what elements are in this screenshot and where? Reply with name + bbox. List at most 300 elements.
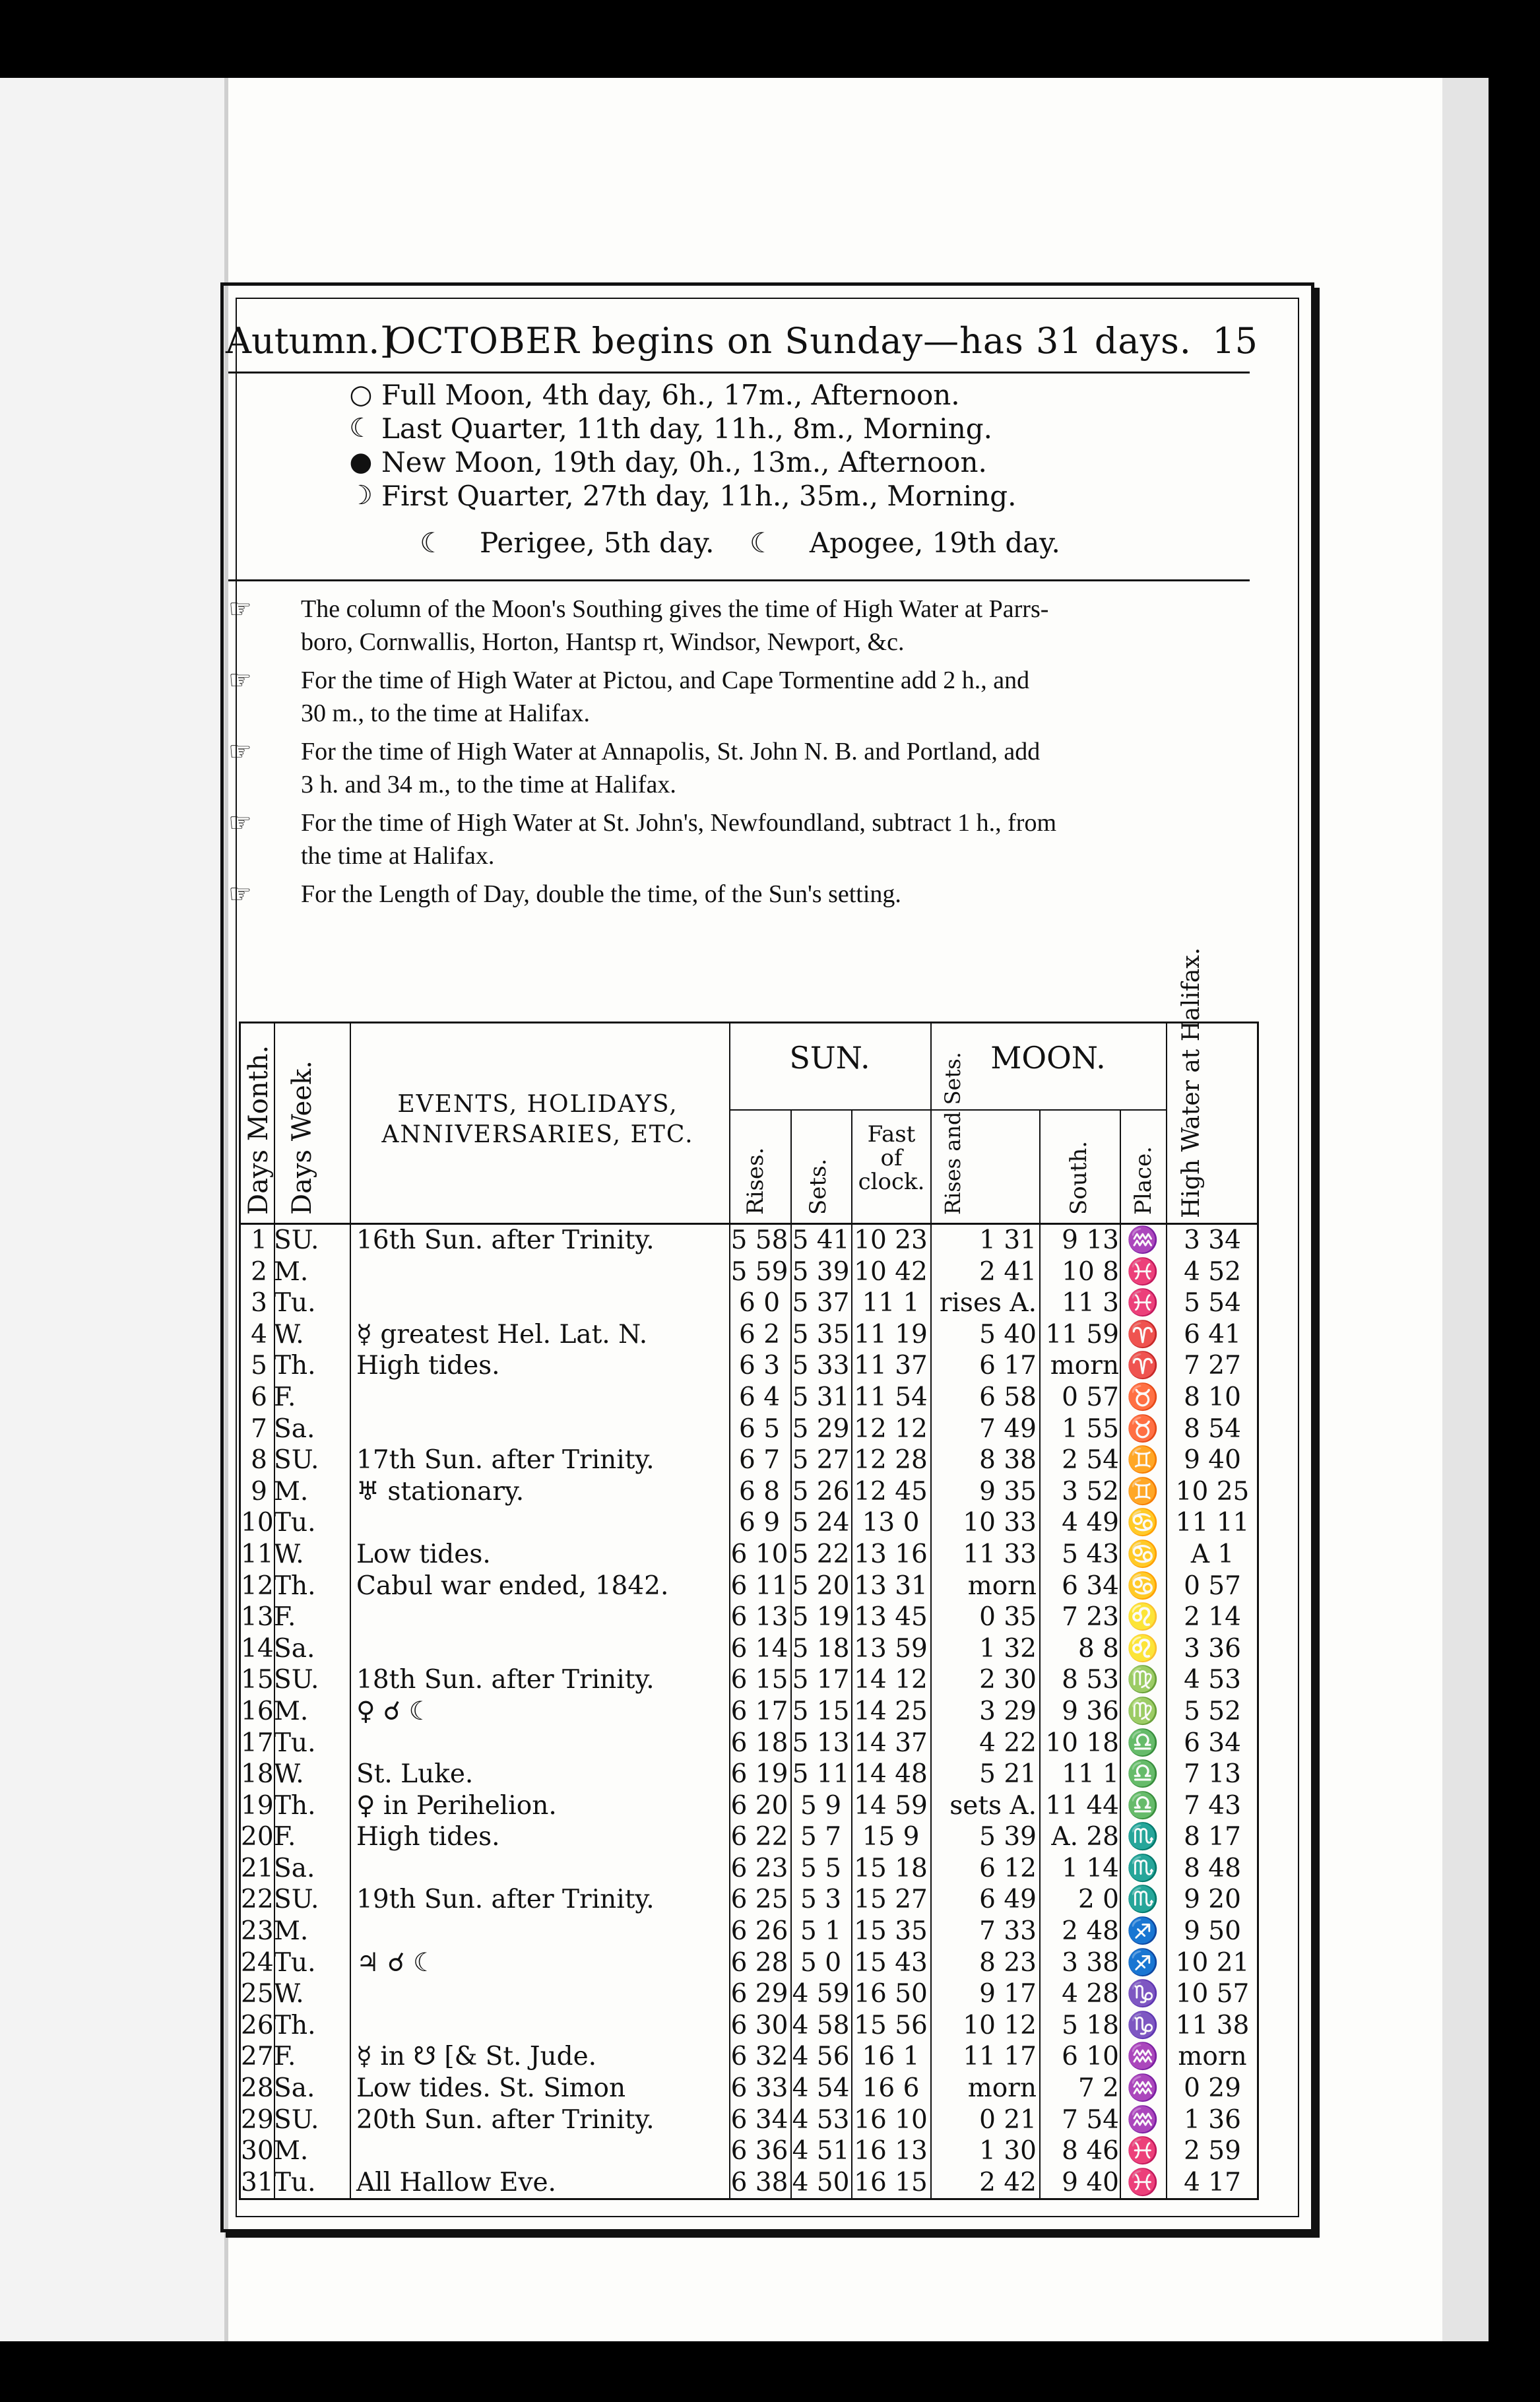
event: 18th Sun. after Trinity. <box>356 1665 655 1695</box>
day-of-month: 4 <box>251 1319 267 1349</box>
high-water: 0 57 <box>1184 1571 1241 1601</box>
sun-rises: 6 11 <box>730 1571 788 1601</box>
moon-place: ♉ <box>1126 1413 1159 1444</box>
day-of-week: Tu. <box>274 1508 316 1538</box>
day-of-week: SU. <box>274 2104 319 2135</box>
sun-sets: 5 41 <box>792 1225 850 1255</box>
day-of-week: M. <box>274 1696 309 1726</box>
event: High tides. <box>356 1351 500 1381</box>
day-of-week: Th. <box>274 2010 316 2040</box>
day-of-month: 17 <box>241 1728 274 1758</box>
page-header <box>228 312 1258 365</box>
day-of-week: Sa. <box>274 2073 315 2104</box>
day-of-week: Th. <box>274 1351 316 1381</box>
month-title: OCTOBER begins on Sunday—has 31 days. <box>387 320 1192 362</box>
moon-rises-sets: 5 40 <box>979 1319 1037 1349</box>
moon-place: ♒ <box>1126 2042 1159 2072</box>
high-water: 10 25 <box>1175 1476 1250 1507</box>
sun-rises: 6 19 <box>730 1759 788 1790</box>
event: St. Luke. <box>356 1759 474 1790</box>
event: Low tides. St. Simon <box>356 2073 626 2104</box>
day-of-month: 11 <box>241 1539 274 1569</box>
header-moon-rises-sets: Rises and Sets. <box>940 1052 965 1215</box>
table-row <box>241 1350 1257 1382</box>
day-of-week: F. <box>274 1822 296 1852</box>
day-of-month: 3 <box>251 1288 267 1318</box>
moon-rises-sets: 5 21 <box>979 1759 1037 1790</box>
day-of-week: M. <box>274 1476 309 1507</box>
sun-rises: 6 4 <box>738 1382 781 1412</box>
moon-place: ♊ <box>1126 1445 1159 1476</box>
table-row <box>241 1853 1257 1885</box>
day-of-week: Tu. <box>274 1728 316 1758</box>
moon-rises-sets: 11 17 <box>963 2042 1037 2072</box>
moon-south: 7 23 <box>1062 1602 1119 1633</box>
moon-south: 3 38 <box>1062 1947 1119 1978</box>
sun-rises: 6 8 <box>738 1476 781 1507</box>
sun-sets: 5 17 <box>792 1665 850 1695</box>
sun-sets: 5 31 <box>792 1382 850 1412</box>
sun-rises: 6 18 <box>730 1728 788 1758</box>
table-body <box>241 1225 1257 2198</box>
day-of-month: 5 <box>251 1351 267 1381</box>
fast-of-clock: 16 10 <box>854 2104 928 2135</box>
sun-rises: 6 26 <box>730 1916 788 1947</box>
sun-sets: 5 33 <box>792 1351 850 1381</box>
event: High tides. <box>356 1822 500 1852</box>
sun-sets: 5 26 <box>792 1476 850 1507</box>
sun-sets: 5 39 <box>792 1256 850 1287</box>
day-of-month: 9 <box>251 1476 267 1507</box>
phase-new-moon: ● New Moon, 19th day, 0h., 13m., Afternoon. <box>340 445 1016 479</box>
moon-rises-sets: 2 42 <box>979 2167 1037 2197</box>
moon-south: 6 34 <box>1062 1571 1119 1601</box>
fast-of-clock: 16 15 <box>854 2167 928 2197</box>
sun-sets: 4 58 <box>792 2010 850 2040</box>
sun-sets: 5 24 <box>792 1508 850 1538</box>
day-of-month: 22 <box>241 1885 274 1915</box>
high-water: 9 50 <box>1184 1916 1241 1947</box>
event: Low tides. <box>356 1539 491 1569</box>
table-row <box>241 2041 1257 2073</box>
day-of-month: 25 <box>241 1979 274 2009</box>
moon-place: ♏ <box>1126 1822 1159 1852</box>
table-row <box>241 2167 1257 2199</box>
almanac-table <box>239 947 1259 2200</box>
high-water: 10 21 <box>1175 1947 1250 1978</box>
fast-of-clock: 15 18 <box>854 1853 928 1883</box>
day-of-week: SU. <box>274 1885 319 1915</box>
table-row <box>241 1884 1257 1916</box>
high-water: 8 48 <box>1184 1853 1241 1883</box>
day-of-week: SU. <box>274 1225 319 1255</box>
sun-sets: 5 3 <box>800 1885 842 1915</box>
day-of-week: Sa. <box>274 1413 315 1444</box>
sun-rises: 6 32 <box>730 2042 788 2072</box>
fast-of-clock: 14 59 <box>854 1790 928 1821</box>
day-of-week: W. <box>274 1539 304 1569</box>
moon-south: 5 43 <box>1062 1539 1119 1569</box>
fast-of-clock: 13 0 <box>862 1508 920 1538</box>
sun-rises: 6 17 <box>730 1696 788 1726</box>
fast-of-clock: 12 12 <box>854 1413 928 1444</box>
full-moon-icon: ○ <box>349 379 373 410</box>
fast-of-clock: 10 42 <box>854 1256 928 1287</box>
facing-page <box>0 78 228 2341</box>
moon-place: ♐ <box>1126 1916 1159 1947</box>
fast-of-clock: 10 23 <box>854 1225 928 1255</box>
sun-rises: 6 14 <box>730 1633 788 1664</box>
high-water: 4 17 <box>1184 2167 1241 2197</box>
day-of-month: 20 <box>241 1822 274 1852</box>
header-moon: MOON. <box>990 1040 1106 1076</box>
day-of-month: 8 <box>251 1445 267 1476</box>
day-of-month: 21 <box>241 1853 274 1883</box>
high-water: 1 36 <box>1184 2104 1241 2135</box>
moon-place: ♒ <box>1126 2104 1159 2135</box>
header-sun-sets: Sets. <box>805 1158 831 1215</box>
high-water: 7 27 <box>1184 1351 1241 1381</box>
day-of-month: 24 <box>241 1947 274 1978</box>
high-water: 9 20 <box>1184 1885 1241 1915</box>
moon-place: ♋ <box>1126 1508 1159 1538</box>
moon-place: ♑ <box>1126 1979 1159 2009</box>
table-row <box>241 1256 1257 1288</box>
header-days-month: Days Month. <box>243 1045 274 1215</box>
moon-south: 4 49 <box>1062 1508 1119 1538</box>
fast-of-clock: 14 48 <box>854 1759 928 1790</box>
event: ☿ in ☋ [& St. Jude. <box>356 2042 597 2072</box>
fast-of-clock: 13 59 <box>854 1633 928 1664</box>
event: All Hallow Eve. <box>356 2167 556 2197</box>
day-of-week: F. <box>274 1382 296 1412</box>
moon-rises-sets: 9 35 <box>979 1476 1037 1507</box>
day-of-week: SU. <box>274 1665 319 1695</box>
high-water: 6 34 <box>1184 1728 1241 1758</box>
sun-sets: 5 1 <box>800 1916 842 1947</box>
moon-rises-sets: morn <box>967 1571 1037 1601</box>
high-water: 9 40 <box>1184 1445 1241 1476</box>
moon-south: 7 54 <box>1062 2104 1119 2135</box>
moon-rises-sets: 9 17 <box>979 1979 1037 2009</box>
table-row <box>241 1947 1257 1979</box>
sun-sets: 5 5 <box>800 1853 842 1883</box>
moon-south: 11 1 <box>1062 1759 1119 1790</box>
moon-south: 8 46 <box>1062 2136 1119 2166</box>
moon-rises-sets: 2 30 <box>979 1665 1037 1695</box>
header-sun: SUN. <box>789 1040 870 1076</box>
header-moon-south: South. <box>1066 1140 1092 1215</box>
first-quarter-icon: ☽ <box>349 480 373 511</box>
fast-of-clock: 12 28 <box>854 1445 928 1476</box>
sun-rises: 6 5 <box>738 1413 781 1444</box>
day-of-week: Tu. <box>274 2167 316 2197</box>
moon-place: ♈ <box>1126 1319 1159 1349</box>
event: 17th Sun. after Trinity. <box>356 1445 655 1476</box>
moon-place: ♓ <box>1126 1288 1159 1318</box>
fast-of-clock: 16 6 <box>862 2073 920 2104</box>
sun-sets: 5 22 <box>792 1539 850 1569</box>
day-of-month: 23 <box>241 1916 274 1947</box>
moon-rises-sets: 6 17 <box>979 1351 1037 1381</box>
day-of-month: 14 <box>241 1633 274 1664</box>
moon-phases <box>340 378 1016 513</box>
moon-south: morn <box>1050 1351 1119 1381</box>
moon-rises-sets: morn <box>967 2073 1037 2104</box>
day-of-week: Tu. <box>274 1947 316 1978</box>
pointing-hand-icon: ☞ <box>228 736 252 766</box>
phase-first-quarter: ☽ First Quarter, 27th day, 11h., 35m., Morning. <box>340 479 1016 513</box>
sun-rises: 6 22 <box>730 1822 788 1852</box>
moon-place: ♍ <box>1126 1696 1159 1726</box>
sun-rises: 6 15 <box>730 1665 788 1695</box>
moon-south: 9 36 <box>1062 1696 1119 1726</box>
day-of-month: 7 <box>251 1413 267 1444</box>
moon-rises-sets: 8 23 <box>979 1947 1037 1978</box>
table-row <box>241 2010 1257 2042</box>
event: ♅ stationary. <box>356 1476 525 1507</box>
event: 20th Sun. after Trinity. <box>356 2104 655 2135</box>
high-water: 4 52 <box>1184 1256 1241 1287</box>
table-row <box>241 1728 1257 1759</box>
day-of-week: M. <box>274 1256 309 1287</box>
header-events: EVENTS, HOLIDAYS, ANNIVERSARIES, ETC. <box>381 1091 694 1148</box>
moon-south: 2 48 <box>1062 1916 1119 1947</box>
sun-sets: 5 27 <box>792 1445 850 1476</box>
note-item: ☞ For the Length of Day, double the time, of the Sun's setting. <box>228 878 1258 911</box>
sun-sets: 5 35 <box>792 1319 850 1349</box>
high-water: 8 10 <box>1184 1382 1241 1412</box>
table-row <box>241 1571 1257 1602</box>
table-row <box>241 1633 1257 1665</box>
moon-place: ♈ <box>1126 1351 1159 1381</box>
pointing-hand-icon: ☞ <box>228 808 252 837</box>
moon-place: ♎ <box>1126 1759 1159 1790</box>
day-of-week: F. <box>274 2042 296 2072</box>
moon-rises-sets: 4 22 <box>979 1728 1037 1758</box>
day-of-month: 2 <box>251 1256 267 1287</box>
fast-of-clock: 15 56 <box>854 2010 928 2040</box>
moon-place: ♏ <box>1126 1885 1159 1915</box>
day-of-week: F. <box>274 1602 296 1633</box>
table-row <box>241 1916 1257 1947</box>
moon-rises-sets: 11 33 <box>963 1539 1037 1569</box>
high-water: 10 57 <box>1175 1979 1250 2009</box>
table-row <box>241 1444 1257 1476</box>
moon-south: 5 18 <box>1062 2010 1119 2040</box>
table-row <box>241 1413 1257 1445</box>
moon-place: ♓ <box>1126 2167 1159 2197</box>
event: 16th Sun. after Trinity. <box>356 1225 655 1255</box>
sun-sets: 5 20 <box>792 1571 850 1601</box>
sun-rises: 6 2 <box>738 1319 781 1349</box>
day-of-month: 16 <box>241 1696 274 1726</box>
event: ☿ greatest Hel. Lat. N. <box>356 1319 648 1349</box>
day-of-week: W. <box>274 1319 304 1349</box>
sun-sets: 5 18 <box>792 1633 850 1664</box>
note-item: ☞ For the time of High Water at St. John's, Newfoundland, subtract 1 h., from the time at Halifax. <box>228 808 1057 870</box>
high-water: 2 14 <box>1184 1602 1241 1633</box>
note-item: ☞ For the time of High Water at Annapolis, St. John N. B. and Portland, add 3 h. and 34 m., to the time at Halifax. <box>228 736 1041 798</box>
sun-sets: 5 7 <box>800 1822 842 1852</box>
fast-of-clock: 13 31 <box>854 1571 928 1601</box>
sun-rises: 6 28 <box>730 1947 788 1978</box>
header-fast-of-clock: Fast of clock. <box>858 1121 925 1195</box>
moon-place: ♒ <box>1126 2073 1159 2104</box>
table-row <box>241 1696 1257 1728</box>
high-water: 6 41 <box>1184 1319 1241 1349</box>
sun-sets: 4 56 <box>792 2042 850 2072</box>
header-moon-place: Place. <box>1130 1146 1157 1215</box>
sun-rises: 6 38 <box>730 2167 788 2197</box>
day-of-month: 29 <box>241 2104 274 2135</box>
fast-of-clock: 15 43 <box>854 1947 928 1978</box>
fast-of-clock: 11 37 <box>854 1351 928 1381</box>
table-row <box>241 1821 1257 1853</box>
apogee-text: Apogee, 19th day. <box>809 527 1060 559</box>
divider <box>228 579 1250 581</box>
moon-rises-sets: 7 33 <box>979 1916 1037 1947</box>
high-water-notes <box>228 593 1258 916</box>
sun-rises: 5 58 <box>730 1225 788 1255</box>
moon-south: 2 54 <box>1062 1445 1119 1476</box>
high-water: 2 59 <box>1184 2136 1241 2166</box>
moon-south: 9 13 <box>1062 1225 1119 1255</box>
sun-sets: 4 59 <box>792 1979 850 2009</box>
high-water: 5 52 <box>1184 1696 1241 1726</box>
moon-south: 11 44 <box>1045 1790 1119 1821</box>
sun-sets: 4 50 <box>792 2167 850 2197</box>
fast-of-clock: 15 9 <box>862 1822 920 1852</box>
note-item: ☞ For the time of High Water at Pictou, and Cape Tormentine add 2 h., and 30 m., to the time at Halifax. <box>228 665 1030 727</box>
table-row <box>241 1759 1257 1790</box>
table-row <box>241 2135 1257 2167</box>
day-of-week: Sa. <box>274 1853 315 1883</box>
almanac-page <box>228 78 1442 2341</box>
high-water: A 1 <box>1190 1539 1235 1569</box>
table-row <box>241 1664 1257 1696</box>
high-water: 7 43 <box>1184 1790 1241 1821</box>
event: ♀ ☌ ☾ <box>356 1696 432 1726</box>
event: 19th Sun. after Trinity. <box>356 1885 655 1915</box>
fast-of-clock: 14 25 <box>854 1696 928 1726</box>
moon-place: ♒ <box>1126 1225 1159 1255</box>
perigee-moon-icon: ☾ <box>420 527 445 559</box>
fast-of-clock: 15 27 <box>854 1885 928 1915</box>
day-of-month: 28 <box>241 2073 274 2104</box>
fast-of-clock: 15 35 <box>854 1916 928 1947</box>
divider <box>228 372 1250 373</box>
table-row <box>241 1319 1257 1351</box>
moon-place: ♐ <box>1126 1947 1159 1978</box>
phase-last-quarter: ☾ Last Quarter, 11th day, 11h., 8m., Morning. <box>340 412 1016 445</box>
sun-rises: 6 25 <box>730 1885 788 1915</box>
moon-south: 1 55 <box>1062 1413 1119 1444</box>
high-water: 8 17 <box>1184 1822 1241 1852</box>
apogee-moon-icon: ☾ <box>749 527 775 559</box>
moon-rises-sets: 6 58 <box>979 1382 1037 1412</box>
moon-place: ♌ <box>1126 1633 1159 1664</box>
moon-place: ♋ <box>1126 1571 1159 1601</box>
high-water: 11 11 <box>1175 1508 1250 1538</box>
table-row <box>241 1476 1257 1508</box>
fast-of-clock: 16 1 <box>862 2042 920 2072</box>
moon-south: A. 28 <box>1051 1822 1119 1852</box>
season-label: Autumn.] <box>226 320 394 362</box>
moon-place: ♎ <box>1126 1790 1159 1821</box>
fast-of-clock: 13 16 <box>854 1539 928 1569</box>
perigee-apogee <box>420 527 1087 559</box>
sun-rises: 6 7 <box>738 1445 781 1476</box>
note-item: ☞ The column of the Moon's Southing gives the time of High Water at Parrs- boro, Cornwallis, Horton, Hantsp rt, Windsor, Newport, &c. <box>228 594 1049 656</box>
day-of-month: 27 <box>241 2042 274 2072</box>
sun-rises: 6 29 <box>730 1979 788 2009</box>
day-of-month: 6 <box>251 1382 267 1412</box>
day-of-week: Th. <box>274 1790 316 1821</box>
table-row <box>241 1225 1257 1256</box>
moon-south: 3 52 <box>1062 1476 1119 1507</box>
new-moon-icon: ● <box>349 447 373 477</box>
day-of-week: M. <box>274 1916 309 1947</box>
page-number: 15 <box>1212 320 1258 362</box>
moon-rises-sets: 8 38 <box>979 1445 1037 1476</box>
table-row <box>241 1978 1257 2010</box>
fast-of-clock: 16 50 <box>854 1979 928 2009</box>
moon-rises-sets: 7 49 <box>979 1413 1037 1444</box>
moon-south: 8 8 <box>1077 1633 1119 1664</box>
sun-rises: 6 23 <box>730 1853 788 1883</box>
day-of-month: 12 <box>241 1571 274 1601</box>
moon-place: ♏ <box>1126 1853 1159 1883</box>
event: Cabul war ended, 1842. <box>356 1571 669 1601</box>
day-of-week: Th. <box>274 1571 316 1601</box>
high-water: 4 53 <box>1184 1665 1241 1695</box>
moon-place: ♍ <box>1126 1665 1159 1695</box>
day-of-month: 15 <box>241 1665 274 1695</box>
pointing-hand-icon: ☞ <box>228 665 252 695</box>
table-row <box>241 1382 1257 1413</box>
moon-place: ♎ <box>1126 1728 1159 1758</box>
table-row <box>241 1602 1257 1633</box>
moon-south: 4 28 <box>1062 1979 1119 2009</box>
moon-south: 2 0 <box>1077 1885 1119 1915</box>
day-of-month: 13 <box>241 1602 274 1633</box>
day-of-month: 31 <box>241 2167 274 2197</box>
day-of-week: Tu. <box>274 1288 316 1318</box>
moon-rises-sets: 0 21 <box>979 2104 1037 2135</box>
high-water: 5 54 <box>1184 1288 1241 1318</box>
sun-sets: 5 9 <box>800 1790 842 1821</box>
sun-rises: 6 13 <box>730 1602 788 1633</box>
day-of-month: 1 <box>251 1225 267 1255</box>
sun-rises: 6 34 <box>730 2104 788 2135</box>
day-of-week: SU. <box>274 1445 319 1476</box>
fast-of-clock: 12 45 <box>854 1476 928 1507</box>
moon-rises-sets: 2 41 <box>979 1256 1037 1287</box>
fast-of-clock: 13 45 <box>854 1602 928 1633</box>
sun-rises: 6 33 <box>730 2073 788 2104</box>
moon-south: 7 2 <box>1077 2073 1119 2104</box>
moon-place: ♌ <box>1126 1602 1159 1633</box>
day-of-month: 19 <box>241 1790 274 1821</box>
sun-rises: 6 0 <box>738 1288 781 1318</box>
sun-sets: 5 15 <box>792 1696 850 1726</box>
high-water: 3 34 <box>1184 1225 1241 1255</box>
fast-of-clock: 11 1 <box>862 1288 920 1318</box>
sun-rises: 6 30 <box>730 2010 788 2040</box>
sun-rises: 6 36 <box>730 2136 788 2166</box>
moon-rises-sets: 1 30 <box>979 2136 1037 2166</box>
